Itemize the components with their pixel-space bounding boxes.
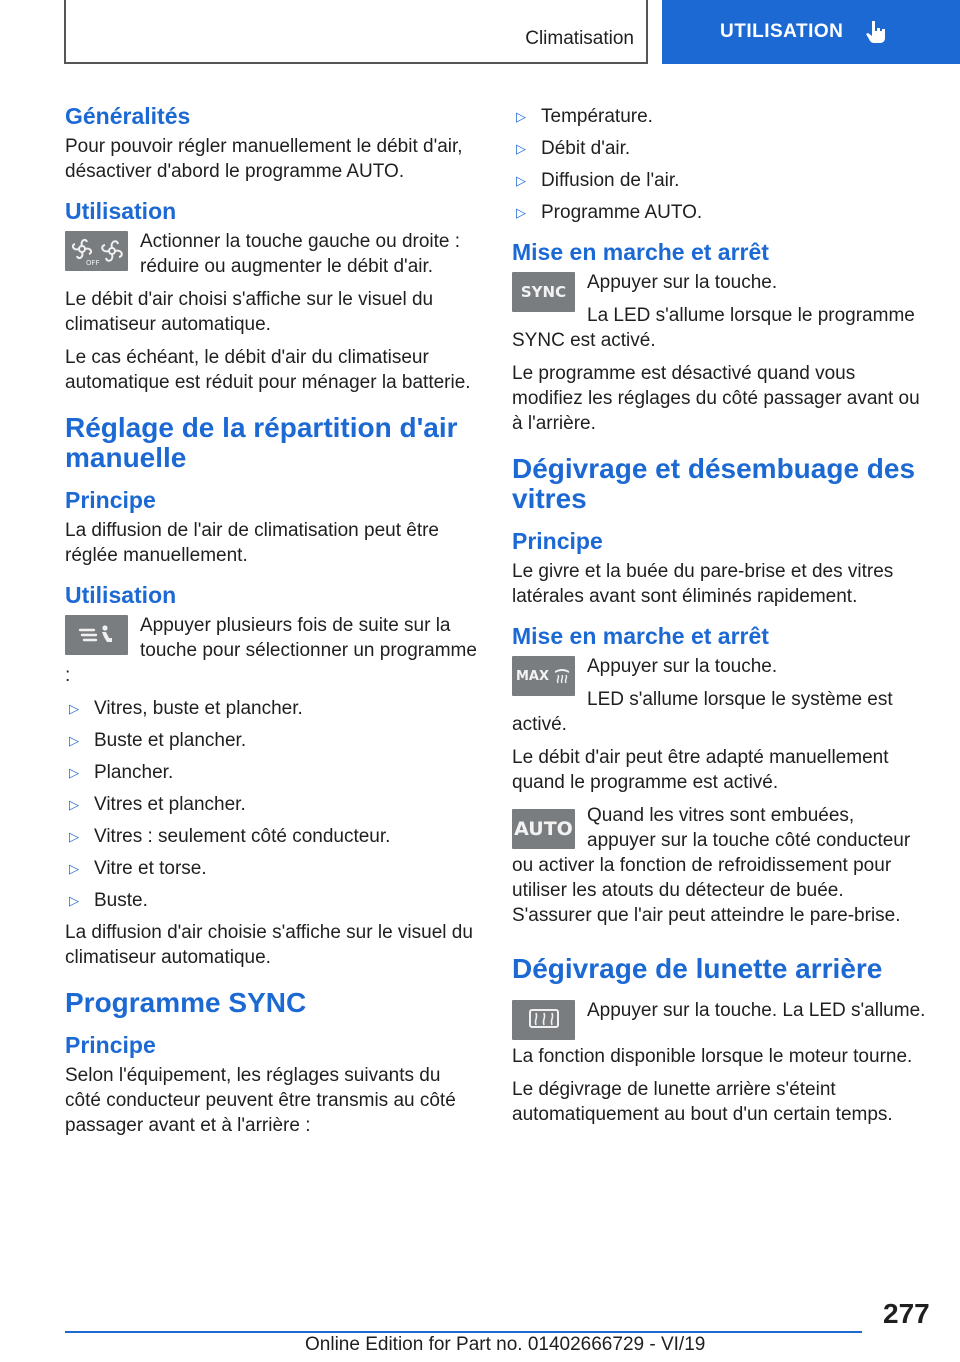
footer-edition: Online Edition for Part no. 01402666729 - VI/19 xyxy=(305,1334,706,1355)
air-distribution-button-icon xyxy=(65,615,128,655)
text-auto: Quand les vitres sont embuées, appuyer sur la touche côté conducteur ou activer la fonction de refroidissement pour utiliser les atouts du détecteur de buée. S'assurer que l'air peut atteindre le pare-brise. xyxy=(512,805,911,926)
text-debit-visuel: Le débit d'air choisi s'affiche sur le visuel du climatiseur automatique. xyxy=(65,289,434,335)
programme-list xyxy=(65,696,480,913)
heading-principe-3: Principe xyxy=(512,528,603,554)
reglages-list xyxy=(512,104,927,225)
list-item: ▷ Diffusion de l'air. xyxy=(516,170,680,191)
text-generalites: Pour pouvoir régler manuellement le débit d'air, désactiver d'abord le programme AUTO. xyxy=(65,136,463,182)
heading-utilisation-1: Utilisation xyxy=(65,198,177,224)
heading-reglage-repartition: Réglage de la répartition d'air manuelle xyxy=(65,412,458,473)
text-appuyer-2: Appuyer sur la touche. xyxy=(587,656,778,677)
text-debit-batterie: Le cas échéant, le débit d'air du climatiseur automatique est réduit pour ménager la batterie. xyxy=(65,347,471,393)
max-defrost-button-icon: MAX xyxy=(512,656,575,696)
heading-programme-sync: Programme SYNC xyxy=(65,987,307,1018)
triangle-bullet-icon: ▷ xyxy=(69,797,79,812)
text-desactive: Le programme est désactivé quand vous modifiez les réglages du côté passager avant ou à l'arrière. xyxy=(512,363,920,434)
text-lunette: Appuyer sur la touche. La LED s'allume. xyxy=(587,1000,926,1021)
svg-text:OFF: OFF xyxy=(85,259,100,267)
list-item: ▷ Buste. xyxy=(69,890,148,911)
fan-speed-button-icon xyxy=(65,231,128,271)
text-principe-3: Le givre et la buée du pare-brise et des vitres latérales avant sont éliminés rapidement. xyxy=(512,561,894,607)
section-title: Climatisation xyxy=(525,28,634,49)
rear-window-defrost-icon xyxy=(512,1000,575,1040)
list-item: ▷ Plancher. xyxy=(69,762,174,783)
triangle-bullet-icon: ▷ xyxy=(69,701,79,716)
triangle-bullet-icon: ▷ xyxy=(69,733,79,748)
triangle-bullet-icon: ▷ xyxy=(69,765,79,780)
text-appuyer-1: Appuyer sur la touche. xyxy=(587,272,778,293)
list-item: ▷ Vitres et plancher. xyxy=(69,794,246,815)
list-item: ▷ Vitres : seulement côté conducteur. xyxy=(69,826,391,847)
list-item: ▷ Buste et plancher. xyxy=(69,730,247,751)
chapter-tab[interactable] xyxy=(662,0,960,64)
triangle-bullet-icon: ▷ xyxy=(516,205,526,220)
right-column xyxy=(512,100,927,1135)
auto-button-icon: AUTO xyxy=(512,809,575,849)
heading-mise-en-marche-1: Mise en marche et arrêt xyxy=(512,239,769,265)
text-moteur: La fonction disponible lorsque le moteur tourne. xyxy=(512,1046,913,1067)
pointing-hand-icon xyxy=(865,19,889,45)
left-column xyxy=(65,100,480,1146)
text-principe-1: La diffusion de l'air de climatisation peut être réglée manuellement. xyxy=(65,520,439,566)
heading-utilisation-2: Utilisation xyxy=(65,582,177,608)
text-utilisation-2: Appuyer plusieurs fois de suite sur la touche pour sélectionner un programme : xyxy=(65,615,477,686)
list-item: ▷ Programme AUTO. xyxy=(516,202,703,223)
list-item: ▷ Débit d'air. xyxy=(516,138,631,159)
heading-generalites: Généralités xyxy=(65,103,191,129)
text-diffusion: La diffusion d'air choisie s'affiche sur le visuel du climatiseur automatique. xyxy=(65,922,473,968)
chapter-tab-label: UTILISATION xyxy=(720,21,844,42)
footer-divider xyxy=(65,1331,862,1333)
heading-principe-2: Principe xyxy=(65,1032,156,1058)
list-item: ▷ Vitre et torse. xyxy=(69,858,207,879)
triangle-bullet-icon: ▷ xyxy=(516,109,526,124)
heading-lunette-arriere: Dégivrage de lunette arrière xyxy=(512,953,883,984)
text-utilisation-1: Actionner la touche gauche ou droite : réduire ou augmenter le débit d'air. xyxy=(140,231,461,277)
text-led-max: LED s'allume lorsque le système est activé. xyxy=(512,689,893,735)
heading-degivrage-desembuage: Dégivrage et désembuage des vitres xyxy=(512,453,916,514)
text-debit-adapte: Le débit d'air peut être adapté manuellement quand le programme est activé. xyxy=(512,747,889,793)
text-auto-off: Le dégivrage de lunette arrière s'éteint automatiquement au bout d'un certain temps. xyxy=(512,1079,893,1125)
text-principe-2: Selon l'équipement, les réglages suivants du côté conducteur peuvent être transmis au côté passager avant et à l'arrière : xyxy=(65,1065,456,1136)
page-number: 277 xyxy=(883,1298,930,1329)
list-item: ▷ Température. xyxy=(516,106,653,127)
triangle-bullet-icon: ▷ xyxy=(516,141,526,156)
heading-principe-1: Principe xyxy=(65,487,156,513)
list-item: ▷ Vitres, buste et plancher. xyxy=(69,698,303,719)
triangle-bullet-icon: ▷ xyxy=(516,173,526,188)
header-section-box xyxy=(64,0,648,64)
triangle-bullet-icon: ▷ xyxy=(69,893,79,908)
triangle-bullet-icon: ▷ xyxy=(69,861,79,876)
sync-button-icon: SYNC xyxy=(512,272,575,312)
triangle-bullet-icon: ▷ xyxy=(69,829,79,844)
heading-mise-en-marche-2: Mise en marche et arrêt xyxy=(512,623,769,649)
text-led-sync: La LED s'allume lorsque le programme SYNC est activé. xyxy=(512,305,915,351)
